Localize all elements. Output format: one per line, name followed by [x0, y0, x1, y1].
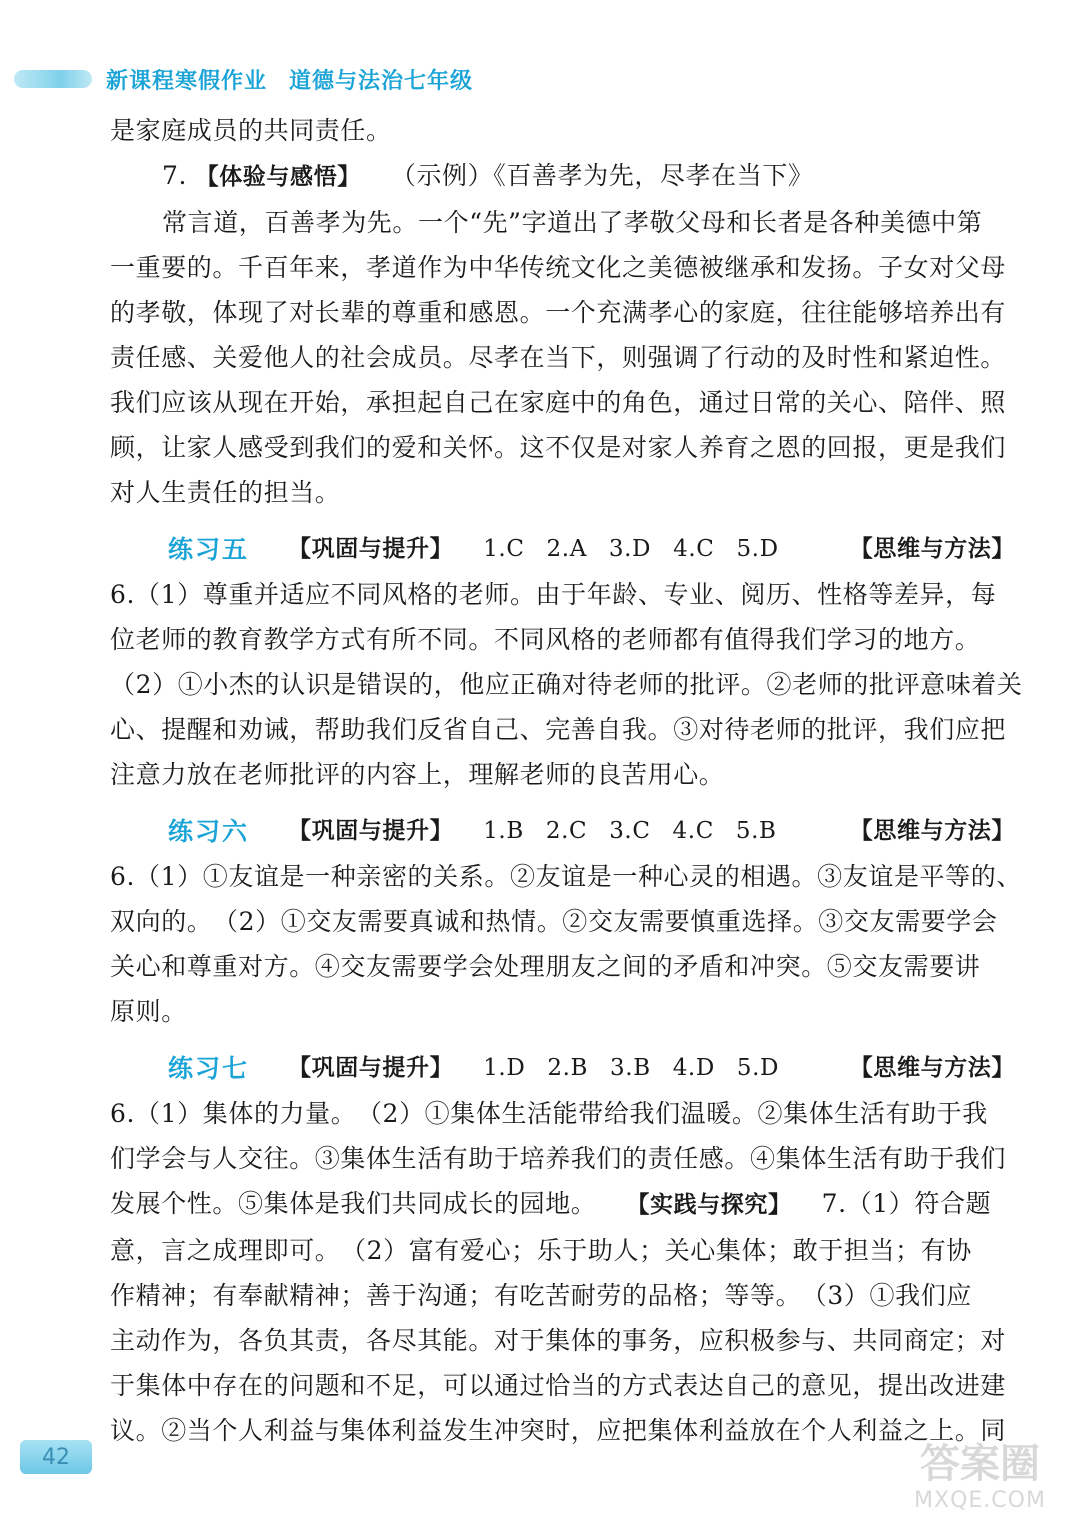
answer: 1.D [483, 1055, 526, 1081]
answer: 4.C [673, 536, 715, 562]
watermark-domain: MXQE.COM [914, 1488, 1046, 1513]
answer-text: 发展个性。⑤集体是我们共同成长的园地。 [110, 1189, 597, 1218]
header-decoration [14, 70, 92, 88]
answer: 2.A [546, 536, 587, 562]
answer: 4.C [672, 818, 714, 844]
essay-line: 对人生责任的担当。 [110, 478, 341, 507]
page-header [14, 64, 473, 94]
exercise-title: 练习七 [168, 1054, 250, 1083]
answer-text: 7.（1）符合题 [821, 1189, 992, 1218]
answer-list [483, 809, 798, 854]
exercise-heading [110, 527, 1015, 572]
answer-line [110, 1181, 1015, 1228]
watermark-logo [900, 1440, 1060, 1520]
answer: 2.B [547, 1055, 589, 1081]
answer-line: （2）①小杰的认识是错误的，他应正确对待老师的批评。②老师的批评意味着关 [110, 670, 1023, 699]
answer-line: 位老师的教育教学方式有所不同。不同风格的老师都有值得我们学习的地方。 [110, 625, 981, 654]
exercise-title: 练习六 [168, 817, 250, 846]
answer-line: 关心和尊重对方。④交友需要学会处理朋友之间的矛盾和冲突。⑤交友需要讲 [110, 952, 981, 981]
answer-line: 6.（1）①友谊是一种亲密的关系。②友谊是一种心灵的相遇。③友谊是平等的、 [110, 862, 1022, 891]
watermark-text: 答案圈 [920, 1441, 1040, 1487]
essay-line: 常言道，百善孝为先。一个“先”字道出了孝敬父母和长者是各种美德中第 [162, 208, 983, 237]
essay-line: 一重要的。千百年来，孝道作为中华传统文化之美德被继承和发扬。子女对父母 [110, 253, 1007, 282]
answer: 3.C [609, 818, 651, 844]
answer: 3.B [610, 1055, 651, 1081]
practice-tag: 【实践与探究】 [626, 1192, 792, 1218]
exercise-tag: 【巩固与提升】 [288, 536, 454, 562]
answer: 3.D [608, 536, 652, 562]
answer: 1.C [483, 536, 525, 562]
answer-line: 作精神；有奉献精神；善于沟通；有吃苦耐劳的品格；等等。 （3）①我们应 [110, 1281, 972, 1310]
q7-tag: 【体验与感悟】 [195, 164, 361, 190]
exercise-tag: 【思维与方法】 [849, 1055, 1015, 1081]
essay-line: 责任感、关爱他人的社会成员。尽孝在当下，则强调了行动的及时性和紧迫性。 [110, 343, 1007, 372]
q7-heading [110, 153, 1015, 200]
exercise-tag: 【思维与方法】 [849, 536, 1015, 562]
series-title: 新课程寒假作业 [106, 68, 268, 94]
exercise-tag: 【巩固与提升】 [288, 818, 454, 844]
page-content [110, 108, 1023, 1453]
answer-line: 议。②当个人利益与集体利益发生冲突时，应把集体利益放在个人利益之上。同 [110, 1416, 1007, 1445]
subject-title: 道德与法治七年级 [289, 68, 474, 94]
answer-line: 6.（1）尊重并适应不同风格的老师。由于年龄、专业、阅历、性格等差异，每 [110, 580, 997, 609]
essay-line: 的孝敬，体现了对长辈的尊重和感恩。一个充满孝心的家庭，往往能够培养出有 [110, 298, 1007, 327]
answer-line: 意，言之成理即可。 （2）富有爱心；乐于助人；关心集体；敢于担当；有协 [110, 1236, 972, 1265]
answer-line: 注意力放在老师批评的内容上，理解老师的良苦用心。 [110, 760, 725, 789]
answer: 4.D [672, 1055, 715, 1081]
intro-line: 是家庭成员的共同责任。 [110, 116, 392, 145]
exercise-heading [110, 1046, 1015, 1091]
answer: 5.D [736, 536, 779, 562]
essay-line: 我们应该从现在开始，承担起自己在家庭中的角色，通过日常的关心、陪伴、照 [110, 388, 1007, 417]
answer-line: 6.（1）集体的力量。 （2）①集体生活能带给我们温暖。②集体生活有助于我 [110, 1099, 988, 1128]
answer-line: 于集体中存在的问题和不足，可以通过恰当的方式表达自己的意见，提出改进建 [110, 1371, 1007, 1400]
header-title [106, 64, 473, 95]
answer: 2.C [545, 818, 588, 844]
answer: 5.D [736, 1055, 780, 1081]
answer-list [483, 527, 800, 572]
essay-line: 顾，让家人感受到我们的爱和关怀。这不仅是对家人养育之恩的回报，更是我们 [110, 433, 1007, 462]
q7-number: 7. [162, 161, 188, 190]
answer-line: 主动作为，各负其责，各尽其能。对于集体的事务，应积极参与、共同商定；对 [110, 1326, 1007, 1355]
answer-list [483, 1046, 801, 1091]
answer-line: 心、提醒和劝诫，帮助我们反省自己、完善自我。③对待老师的批评，我们应把 [110, 715, 1007, 744]
q7-title: （示例）《百善孝为先，尽孝在当下》 [390, 161, 814, 190]
exercise-tag: 【巩固与提升】 [288, 1055, 454, 1081]
exercise-title: 练习五 [168, 535, 250, 564]
exercise-tag: 【思维与方法】 [849, 818, 1015, 844]
answer-line: 们学会与人交往。③集体生活有助于培养我们的责任感。④集体生活有助于我们 [110, 1144, 1007, 1173]
page-number: 42 [20, 1440, 92, 1474]
answer-line: 双向的。 （2）①交友需要真诚和热情。②交友需要慎重选择。③交友需要学会 [110, 907, 998, 936]
answer: 1.B [483, 818, 524, 844]
exercise-heading [110, 809, 1015, 854]
answer-line: 原则。 [110, 997, 187, 1026]
answer: 5.B [735, 818, 777, 844]
